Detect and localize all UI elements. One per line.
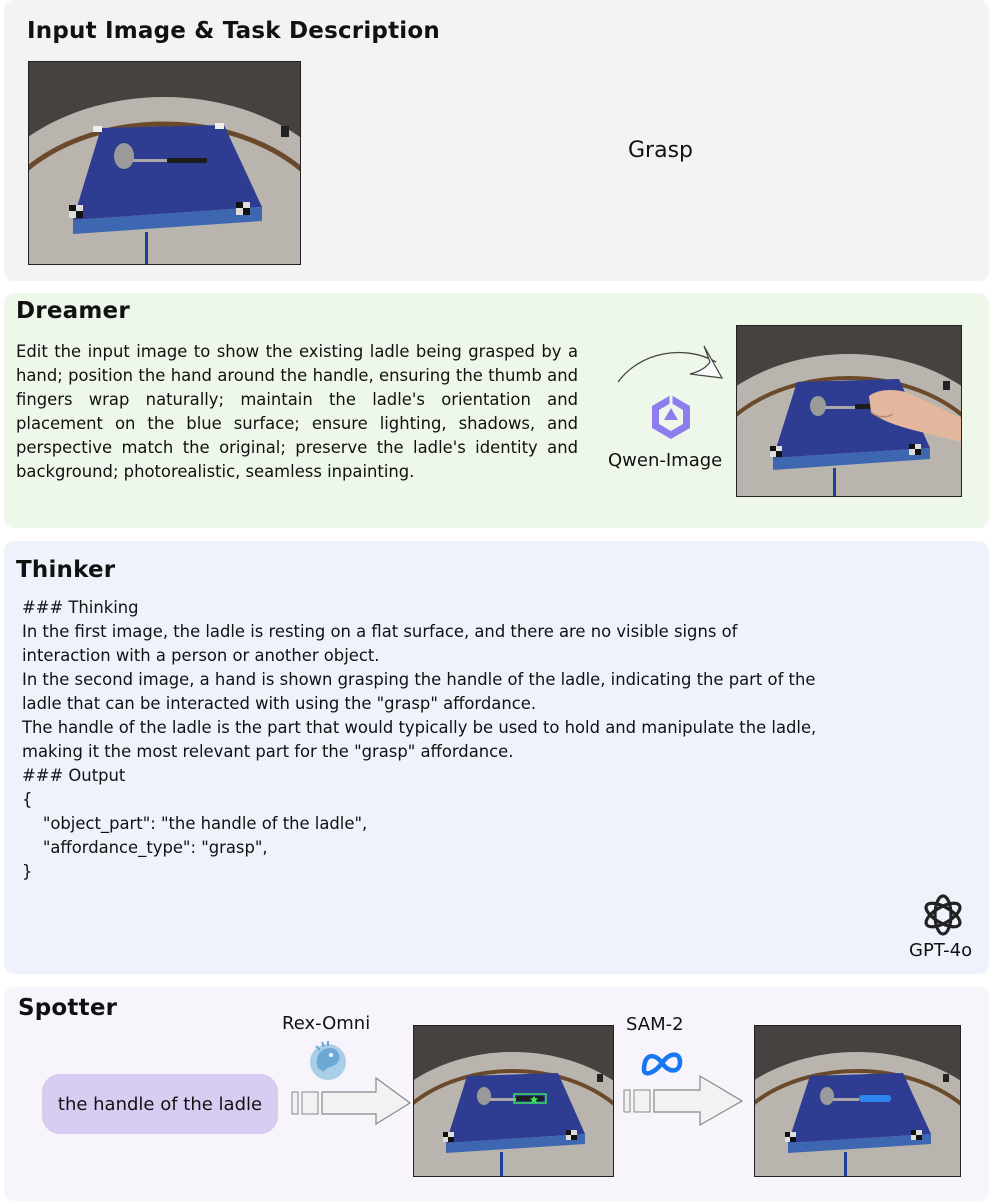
thinker-line: The handle of the ladle is the part that would typically be used to hold and manipulate the ladle, [22, 718, 817, 737]
dreamed-photo [736, 325, 962, 497]
thinker-line: ### Thinking [22, 598, 139, 617]
openai-logo-icon [918, 890, 968, 940]
segmentation-photo [754, 1025, 961, 1177]
thinker-section-title: Thinker [16, 557, 116, 583]
dreamer-section-title: Dreamer [16, 298, 130, 324]
detection-photo [413, 1025, 614, 1177]
detect-arrow-icon [290, 1076, 414, 1126]
curved-arrow-icon [612, 340, 732, 390]
thinker-line: In the first image, the ladle is resting on a flat surface, and there are no visible signs of [22, 622, 738, 641]
input-photo [28, 61, 301, 265]
query-text: the handle of the ladle [57, 1093, 263, 1115]
dreamer-prompt: Edit the input image to show the existing ladle being grasped by a hand; position the hand around the handle, ensuring the thumb and fingers wrap naturally; maintain the ladle's orientation and placement on the blue surface; ensure lighting, shadows, and perspective match the original; preserve the ladle's identity and background; photorealistic, seamless inpainting. [16, 342, 578, 481]
spotter-section-title: Spotter [18, 995, 118, 1021]
input-section-title: Input Image & Task Description [27, 18, 440, 44]
qwen-logo-icon [646, 392, 696, 442]
thinker-line: making it the most relevant part for the "grasp" affordance. [22, 742, 514, 761]
thinker-line: "object_part": "the handle of the ladle", [22, 814, 368, 833]
thinker-line: { [22, 790, 33, 809]
thinker-line: ### Output [22, 766, 126, 785]
gpt-4o-label: GPT-4o [909, 940, 973, 961]
task-label: Grasp [628, 138, 694, 163]
qwen-image-label: Qwen-Image [608, 450, 723, 471]
thinker-line: In the second image, a hand is shown grasping the handle of the ladle, indicating the part of the [22, 670, 816, 689]
thinker-line: } [22, 862, 33, 881]
rex-omni-label: Rex-Omni [282, 1013, 371, 1034]
query-chip [42, 1074, 278, 1134]
thinker-line: ladle that can be interacted with using the "grasp" affordance. [22, 694, 537, 713]
thinker-line: "affordance_type": "grasp", [22, 838, 268, 857]
thinker-output [22, 596, 972, 884]
sam-2-label: SAM-2 [626, 1014, 684, 1035]
segment-arrow-icon [622, 1073, 746, 1127]
thinker-line: interaction with a person or another object. [22, 646, 380, 665]
